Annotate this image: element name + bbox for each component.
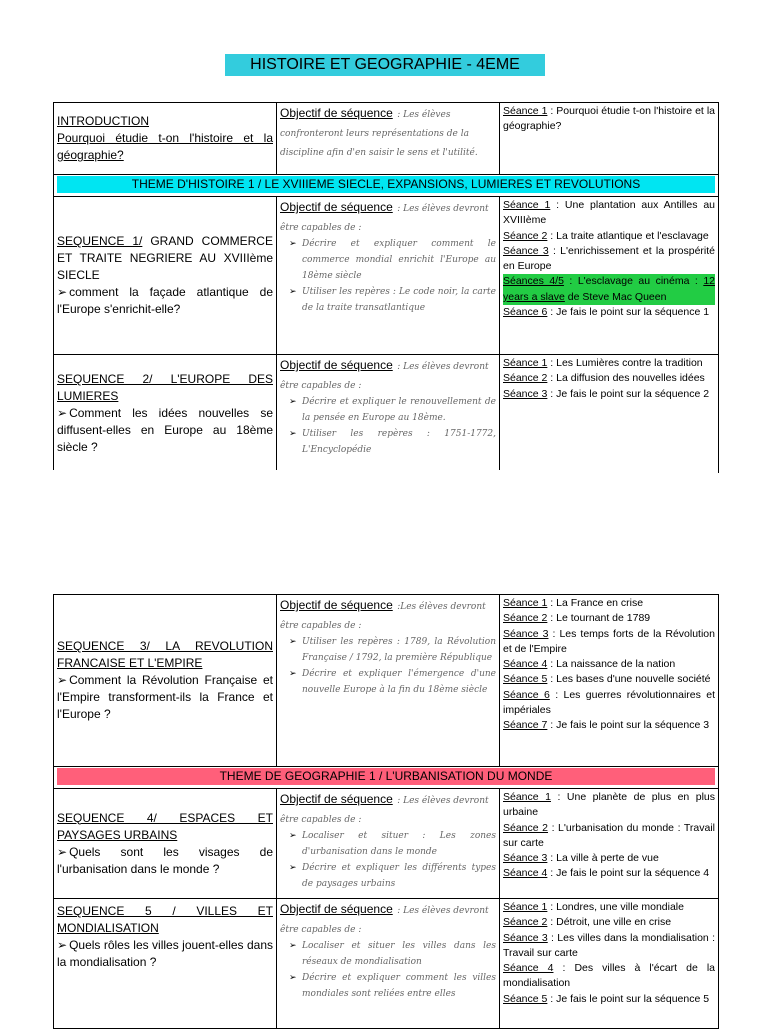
objective-title: Objectif de séquence — [280, 792, 393, 806]
objective-list — [280, 634, 496, 698]
theme-row-geographie — [54, 767, 719, 789]
theme-histoire-banner: THEME D'HISTOIRE 1 / LE XVIIIEME SIECLE, EXPANSIONS, LUMIERES ET REVOLUTIONS — [57, 176, 715, 193]
objective-item: ➢ Décrire et expliquer comment le commerce mondial enrichit l'Europe au 18ème siècle — [302, 236, 496, 284]
seance-label: Séance 1 — [503, 105, 548, 117]
seance-item: Séance 4 : Je fais le point sur la séquence 4 — [503, 867, 710, 880]
seq4-title: SEQUENCE 4/ ESPACES ET PAYSAGES URBAINS — [57, 810, 273, 842]
theme-geo-banner: THEME DE GEOGRAPHIE 1 / L'URBANISATION DU MONDE — [57, 768, 715, 785]
objective-item: ➢ Utiliser les repères : 1751-1772, L'Encyclopédie — [302, 426, 496, 458]
seance-item: Séance 2 : Le tournant de 1789 — [503, 612, 651, 625]
seance-item: Séance 3 : Je fais le point sur la séquence 2 — [503, 387, 710, 400]
film-title: 12 years a slave — [503, 275, 715, 303]
seance-item: Séance 1 : Une planète de plus en plus urbaine — [503, 791, 716, 819]
arrow-bullet-icon: ➢ — [57, 406, 68, 420]
objective-item: ➢ Décrire et expliquer les différents types de paysages urbains — [302, 860, 496, 892]
seance-item: Séance 5 : Les bases d'une nouvelle société — [503, 673, 711, 686]
objective-title: Objectif de séquence — [280, 358, 393, 372]
seq4-title-cell — [54, 789, 277, 899]
seance-item: Séance 7 : Je fais le point sur la séquence 3 — [503, 719, 710, 732]
program-table-page-1 — [53, 102, 719, 473]
theme-row-histoire — [54, 175, 719, 197]
seq2-seances-cell — [500, 355, 719, 473]
objective-item: ➢ Utiliser les repères : 1789, la Révolution Française / 1792, la première République — [302, 634, 496, 666]
objective-intro: :Les élèves devront être capables de : — [280, 602, 486, 631]
seance-item: Séance 3 : Les temps forts de la Révolution et de l'Empire — [503, 627, 715, 655]
arrow-bullet-icon: ➢ — [57, 938, 68, 952]
seq5-objective-cell — [277, 899, 500, 1029]
seq2-title-cell — [54, 355, 277, 473]
seq1-number: SEQUENCE 1/ — [57, 234, 143, 248]
seance-item: Séance 1 : La France en crise — [503, 597, 644, 609]
objective-item: ➢ Décrire et expliquer l'émergence d'une nouvelle Europe à la fin du 18ème siècle — [302, 666, 496, 698]
seq1-seances-cell — [500, 197, 719, 355]
objective-intro: : Les élèves devront être capables de : — [280, 906, 489, 935]
objective-intro: : Les élèves devront être capables de : — [280, 204, 489, 233]
seance-item: Séance 2 : Détroit, une ville en crise — [503, 916, 672, 929]
objective-list — [280, 938, 496, 1002]
seq3-title-cell — [54, 595, 277, 767]
seance-item: Séance 3 : Les villes dans la mondialisation : Travail sur carte — [503, 931, 715, 959]
seq5-title: SEQUENCE 5 / VILLES ET MONDIALISATION — [57, 904, 273, 935]
arrow-bullet-icon: ➢ — [57, 285, 68, 299]
seance-item: Séance 1 : Une plantation aux Antilles au XVIIIème — [503, 199, 716, 227]
seance-item: Séance 4 : Des villes à l'écart de la mondialisation — [503, 962, 715, 990]
seance-item: Séance 1 : Londres, une ville mondiale — [503, 901, 684, 913]
seq5-title-cell — [54, 899, 277, 1029]
table-row — [54, 197, 719, 355]
page-1-cutoff — [52, 470, 718, 482]
table-row — [54, 355, 719, 473]
objective-item: ➢ Utiliser les repères : Le code noir, la carte de la traite transatlantique — [302, 284, 496, 316]
seq2-objective-cell — [277, 355, 500, 473]
table-row — [54, 899, 719, 1029]
objective-item: ➢ Décrire et expliquer le renouvellement de la pensée en Europe au 18ème. — [302, 394, 496, 426]
objective-item: ➢ Localiser et situer : Les zones d'urbanisation dans le monde — [302, 828, 496, 860]
objective-list — [280, 828, 496, 892]
objective-list — [280, 394, 496, 458]
seq3-seances-cell — [500, 595, 719, 767]
objective-item: ➢ Décrire et expliquer comment les villes mondiales sont reliées entre elles — [302, 970, 496, 1002]
objective-list — [280, 236, 496, 316]
seq1-title-cell — [54, 197, 277, 355]
seq1-title: GRAND COMMERCE ET TRAITE NEGRIERE AU XVIIIème SIECLE — [57, 234, 273, 282]
seq5-question: Quels rôles les villes jouent-elles dans la mondialisation ? — [57, 938, 273, 969]
seance-item: Séance 5 : Je fais le point sur la séquence 5 — [503, 992, 710, 1005]
intro-question: Pourquoi étudie t-on l'histoire et la géographie? — [57, 131, 273, 162]
intro-seance-cell — [500, 103, 719, 175]
program-table-page-2 — [53, 594, 719, 1029]
table-row — [54, 789, 719, 899]
objective-intro: : Les élèves devront être capables de : — [280, 796, 489, 825]
table-row — [54, 103, 719, 175]
arrow-bullet-icon: ➢ — [57, 844, 68, 859]
table-row — [54, 595, 719, 767]
seq4-seances-cell — [500, 789, 719, 899]
seq3-question: Comment la Révolution Française et l'Empire transforment-ils la France et l'Europe ? — [57, 673, 273, 721]
intro-cell — [54, 103, 277, 175]
seance-item: Séance 2 : La traite atlantique et l'esclavage — [503, 229, 709, 242]
objective-title: Objectif de séquence — [280, 598, 393, 612]
seance-item: Séance 3 : L'enrichissement et la prospérité en Europe — [503, 244, 716, 273]
seance-item: Séance 1 : Les Lumières contre la tradition — [503, 357, 703, 369]
theme-cell — [54, 175, 719, 197]
objective-intro: : Les élèves devront être capables de : — [280, 362, 489, 391]
intro-heading: INTRODUCTION — [57, 114, 149, 128]
arrow-bullet-icon: ➢ — [57, 673, 68, 687]
seance-item: Séance 4 : La naissance de la nation — [503, 658, 676, 671]
seance-item: Séance 2 : L'urbanisation du monde : Travail sur carte — [503, 821, 715, 849]
objective-title: Objectif de séquence — [280, 106, 393, 120]
objective-text: : Les élèves confronteront leurs représentations de la discipline afin d'en saisir le sens et l'utilité. — [280, 110, 478, 158]
seance-item: Séance 2 : La diffusion des nouvelles idées — [503, 372, 705, 385]
seance-item: Séance 6 : Je fais le point sur la séquence 1 — [503, 306, 710, 319]
seq4-objective-cell — [277, 789, 500, 899]
theme-cell — [54, 767, 719, 789]
seq1-objective-cell — [277, 197, 500, 355]
seance-text: : Pourquoi étudie t-on l'histoire et la géographie? — [503, 105, 715, 133]
objective-title: Objectif de séquence — [280, 902, 393, 916]
seance-item: Séance 6 : Les guerres révolutionnaires et impériales — [503, 688, 716, 717]
seq4-question: Quels sont les visages de l'urbanisation dans le monde ? — [57, 844, 273, 876]
seq3-title: SEQUENCE 3/ LA REVOLUTION FRANCAISE ET L'EMPIRE — [57, 639, 273, 670]
seance-item: Séance 3 : La ville à perte de vue — [503, 852, 659, 865]
objective-title: Objectif de séquence — [280, 200, 393, 214]
seq1-question: comment la façade atlantique de l'Europe s'enrichit-elle? — [57, 285, 273, 316]
seq3-objective-cell — [277, 595, 500, 767]
objective-item: ➢ Localiser et situer les villes dans les réseaux de mondialisation — [302, 938, 496, 970]
seq2-title: SEQUENCE 2/ L'EUROPE DES LUMIERES — [57, 372, 273, 403]
seance-item-highlighted: Séances 4/5 : L'esclavage au cinéma : 12 years a slave de Steve Mac Queen — [503, 274, 715, 305]
intro-objective-cell — [277, 103, 500, 175]
seq2-question: Comment les idées nouvelles se diffusent-elles en Europe au 18ème siècle ? — [57, 406, 273, 454]
document-title: HISTOIRE ET GEOGRAPHIE - 4EME — [225, 54, 545, 76]
seq5-seances-cell — [500, 899, 719, 1029]
